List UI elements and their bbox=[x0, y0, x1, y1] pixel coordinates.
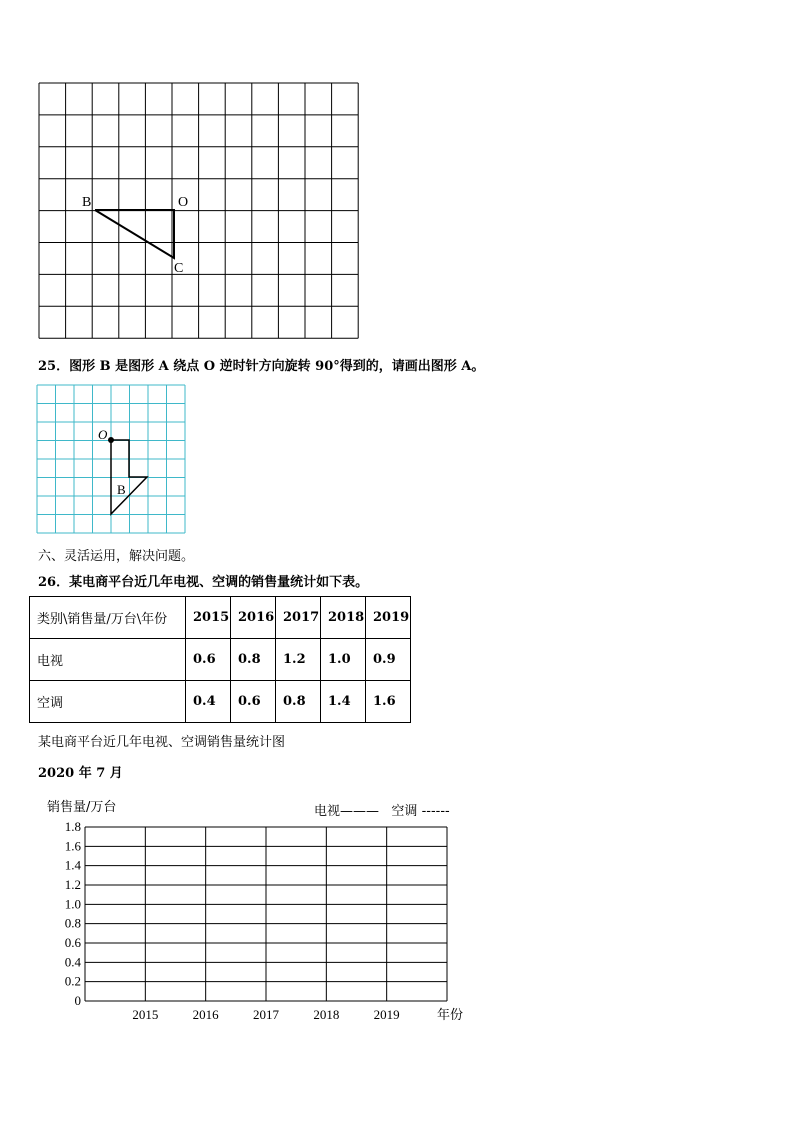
label-b-shape: B bbox=[117, 482, 126, 497]
table-row bbox=[30, 639, 411, 681]
table-cell: 0.6 bbox=[231, 681, 276, 723]
label-o-italic: O bbox=[98, 427, 108, 442]
table-header-cell: 类别\销售量/万台\年份 bbox=[30, 597, 186, 639]
x-tick-label: 2018 bbox=[313, 1007, 340, 1022]
table-header-row bbox=[30, 597, 411, 639]
table-cell: 0.8 bbox=[231, 639, 276, 681]
legend-tv-label: 电视 bbox=[314, 804, 341, 819]
table-cell: 0.8 bbox=[276, 681, 321, 723]
x-tick-label: 2015 bbox=[132, 1007, 159, 1022]
table-header-cell: 2016 bbox=[231, 597, 276, 639]
legend-ac-line: ------ bbox=[421, 804, 450, 819]
y-tick-label: 1.8 bbox=[64, 819, 81, 834]
table-header-cell: 2017 bbox=[276, 597, 321, 639]
table-cell: 1.4 bbox=[321, 681, 366, 723]
y-tick-label: 1.4 bbox=[64, 857, 81, 873]
chart-date: 2020 年 7 月 bbox=[38, 766, 123, 781]
label-o: O bbox=[178, 195, 189, 210]
label-c: C bbox=[174, 261, 184, 276]
legend-ac-label: 空调 bbox=[391, 804, 418, 819]
table-cell: 1.0 bbox=[321, 639, 366, 681]
sales-table bbox=[29, 596, 411, 723]
table-header-cell: 2018 bbox=[321, 597, 366, 639]
rotation-grid-figure bbox=[36, 384, 188, 536]
figure1-grid bbox=[39, 83, 358, 338]
table-cell: 0.6 bbox=[186, 639, 231, 681]
table-cell: 1.2 bbox=[276, 639, 321, 681]
sales-line-chart bbox=[40, 815, 480, 1030]
x-tick-label: 2019 bbox=[373, 1007, 400, 1022]
section-6-title: 六、灵活运用，解决问题。 bbox=[38, 549, 195, 564]
table-header-cell: 2015 bbox=[186, 597, 231, 639]
x-tick-label: 2016 bbox=[192, 1007, 219, 1022]
y-tick-label: 0.8 bbox=[64, 915, 81, 931]
question-26-text: 26．某电商平台近几年电视、空调的销售量统计如下表。 bbox=[38, 575, 369, 590]
legend-tv-line: ——— bbox=[340, 804, 380, 819]
table-cell: 0.4 bbox=[186, 681, 231, 723]
chart-caption: 某电商平台近几年电视、空调销售量统计图 bbox=[38, 735, 286, 750]
triangle-grid-figure bbox=[38, 82, 364, 340]
x-tick-label: 2017 bbox=[253, 1007, 279, 1022]
chart-grid bbox=[85, 827, 447, 1001]
triangle-boc bbox=[95, 210, 174, 258]
y-tick-label: 1.0 bbox=[64, 896, 81, 912]
y-tick-label: 0.2 bbox=[64, 973, 81, 989]
y-tick-label: 0.4 bbox=[64, 954, 81, 970]
chart-y-ticks bbox=[65, 819, 82, 1008]
y-tick-label: 0.6 bbox=[64, 935, 81, 950]
label-b: B bbox=[82, 195, 92, 210]
question-25-text: 25．图形 B 是图形 A 绕点 O 逆时针方向旋转 90°得到的，请画出图形 A。 bbox=[38, 359, 485, 374]
y-tick-label: 0 bbox=[74, 993, 81, 1008]
table-cell: 0.9 bbox=[366, 639, 411, 681]
chart-x-ticks bbox=[132, 1007, 399, 1022]
y-tick-label: 1.6 bbox=[64, 838, 81, 854]
table-cell: 1.6 bbox=[366, 681, 411, 723]
table-row bbox=[30, 681, 411, 723]
table-header-cell: 2019 bbox=[366, 597, 411, 639]
y-tick-label: 1.2 bbox=[64, 877, 81, 892]
table-row-label: 空调 bbox=[30, 681, 186, 723]
table-row-label: 电视 bbox=[30, 639, 186, 681]
x-axis-label: 年份 bbox=[437, 1008, 464, 1023]
y-axis-label: 销售量/万台 bbox=[47, 800, 117, 815]
point-o bbox=[108, 437, 114, 443]
